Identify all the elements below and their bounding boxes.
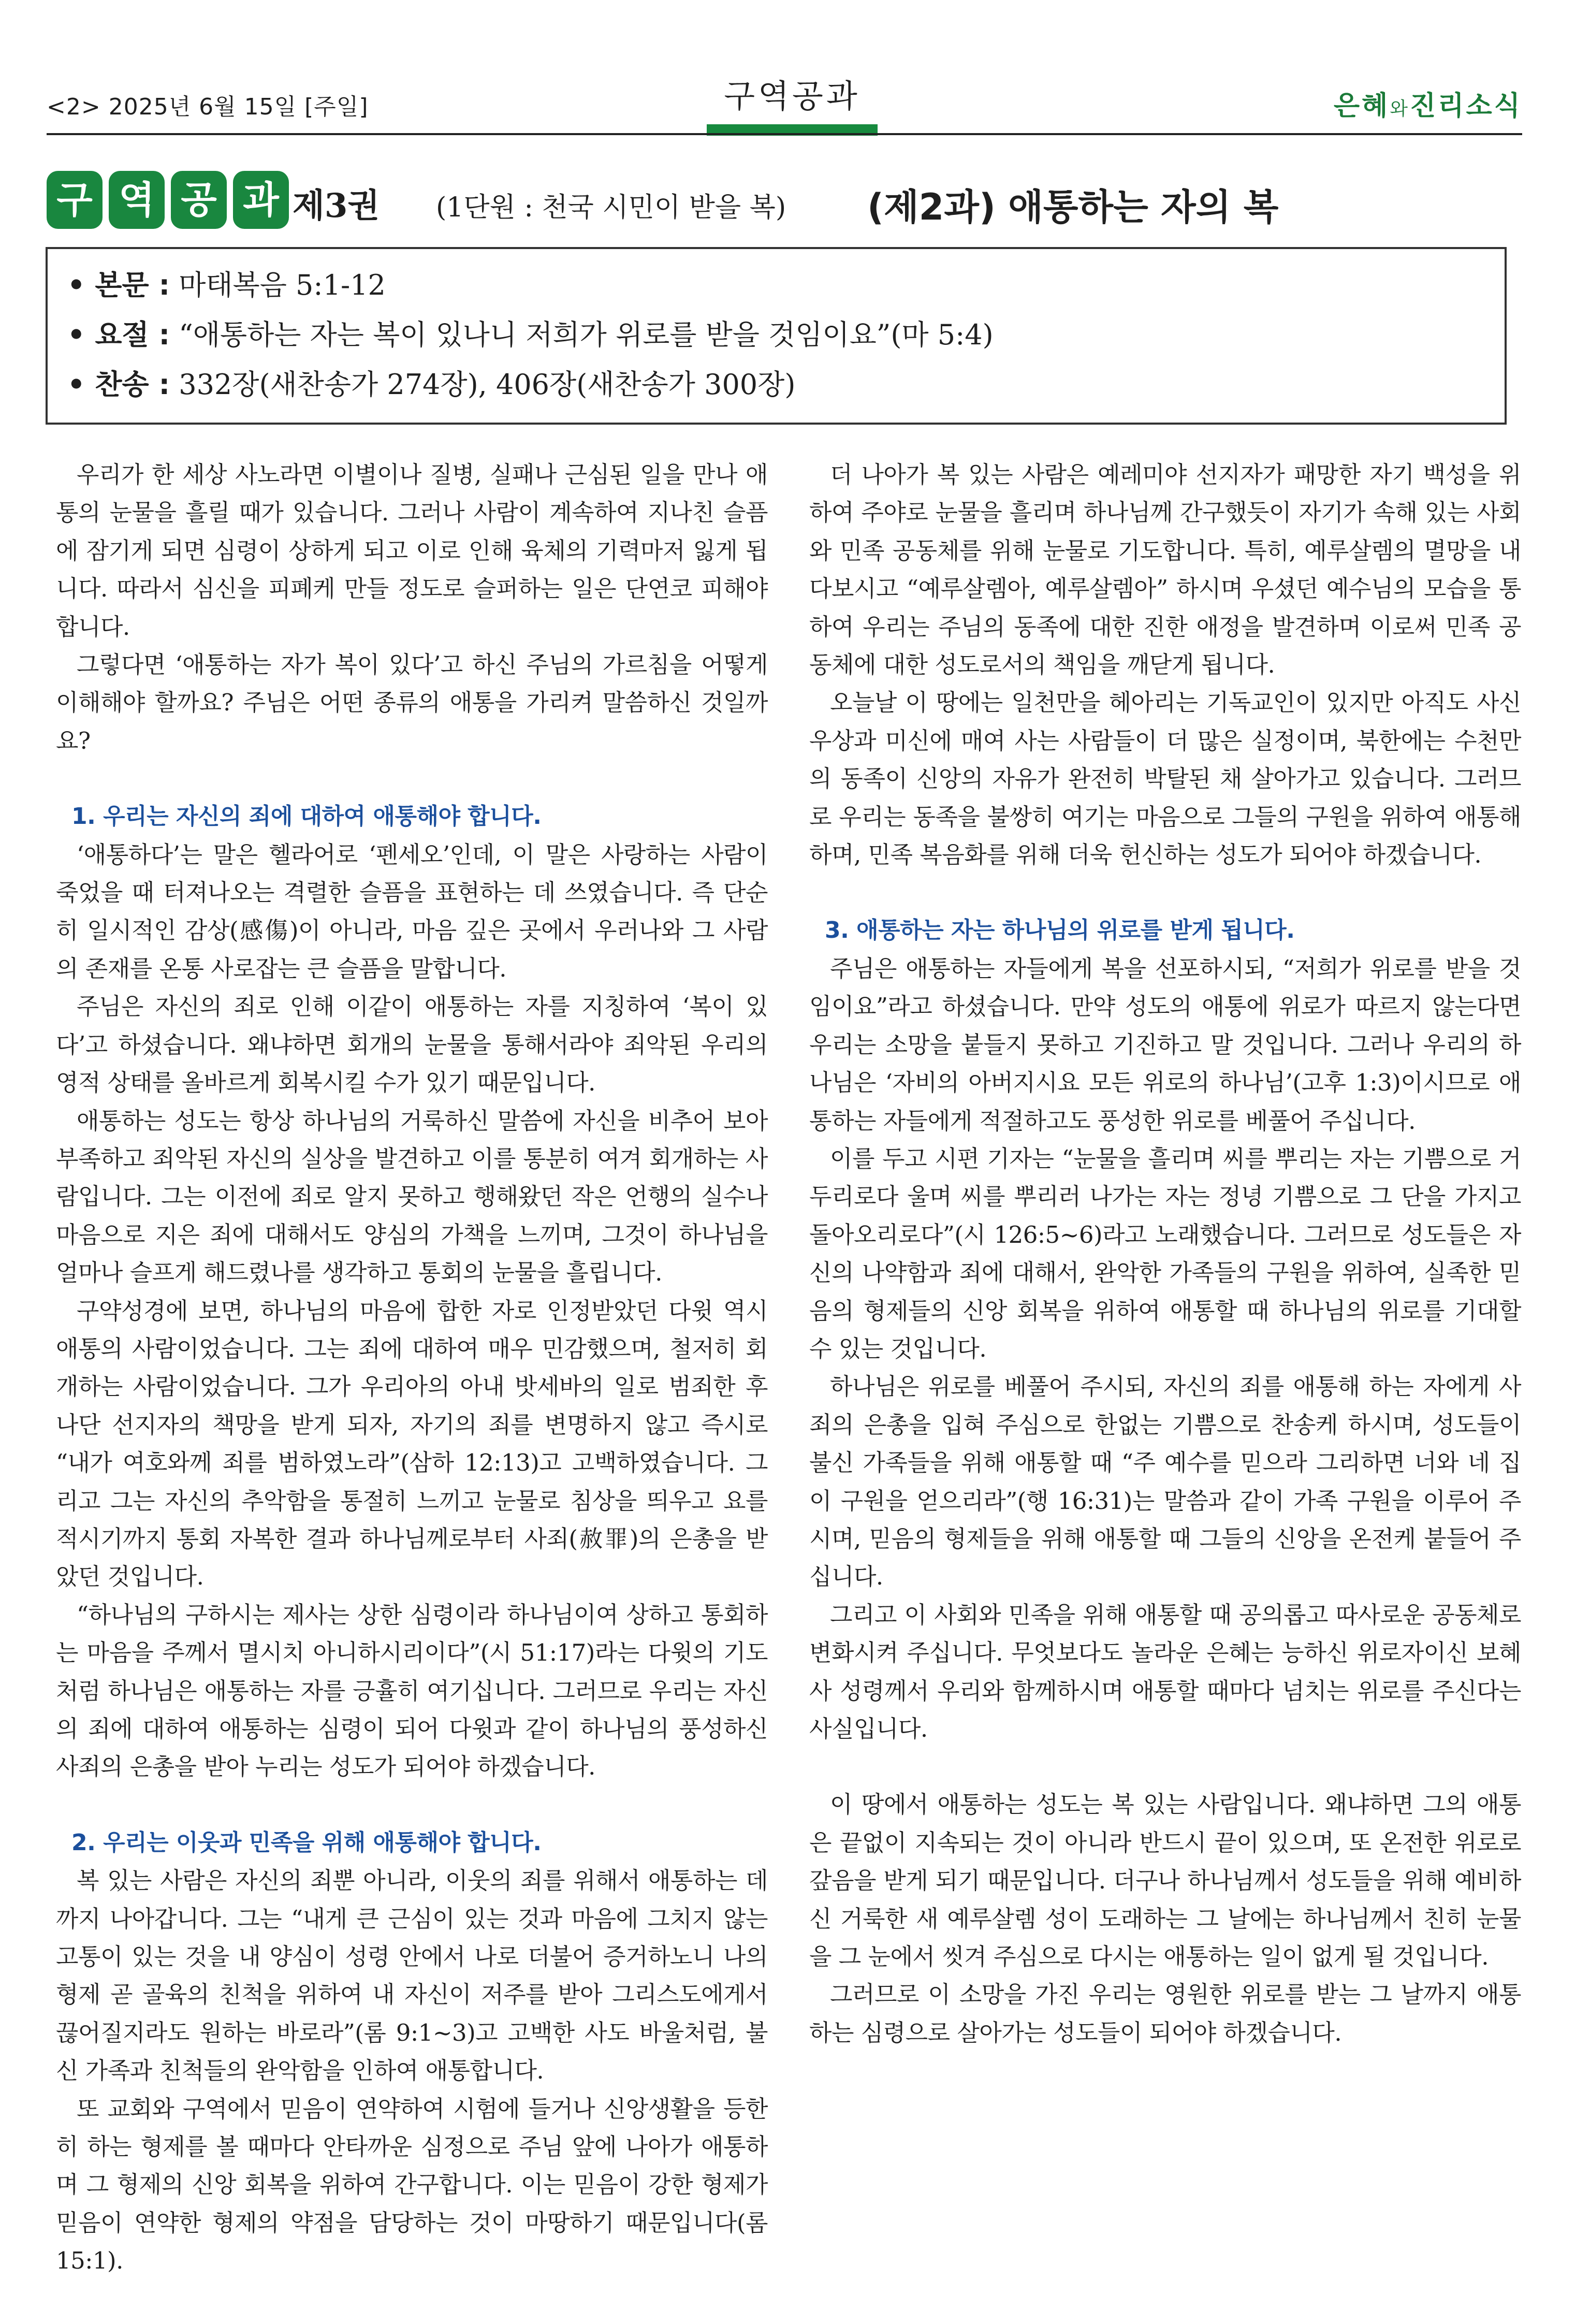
- body-paragraph: 이를 두고 시편 기자는 “눈물을 흘리며 씨를 뿌리는 자는 기쁨으로 거두리로다 울며 씨를 뿌리러 나가는 자는 정녕 기쁨으로 그 단을 가지고 돌아오리로다”(시 126:5~6)라고 노래했습니다. 그러므로 성도들은 자신의 나약함과 죄에 대해서, 완악한 가족들의 구원을 위하여, 실족한 믿음의 형제들의 신앙 회복을 위하여 애통할 때 하나님의 위로를 기대할 수 있는 것입니다.: [809, 1144, 1521, 1362]
- badge-char-3: 공: [171, 171, 227, 229]
- section-heading-2: 2. 우리는 이웃과 민족을 위해 애통해야 합니다.: [71, 1829, 542, 1856]
- body-paragraph: 그리고 이 사회와 민족을 위해 애통할 때 공의롭고 따사로운 공동체로 변화시켜 주십니다. 무엇보다도 놀라운 은혜는 능하신 위로자이신 보혜사 성령께서 우리와 함께하시며 애통할 때마다 넘치는 위로를 주신다는 사실입니다.: [809, 1601, 1521, 1742]
- badge-char-1: 구: [47, 171, 103, 229]
- unit-label: (1단원 : 천국 시민이 받을 복): [436, 192, 786, 223]
- scripture-text-value: 마태복음 5:1-12: [170, 269, 386, 301]
- body-paragraph: ‘애통하다’는 말은 헬라어로 ‘펜세오’인데, 이 말은 사랑하는 사람이 죽었을 때 터져나오는 격렬한 슬픔을 표현하는 데 쓰였습니다. 즉 단순히 일시적인 감상(感傷)이 아니라, 마음 깊은 곳에서 우러나와 그 사람의 존재를 온통 사로잡는 큰 슬픔을 말합니다.: [56, 840, 768, 982]
- body-paragraph: 주님은 애통하는 자들에게 복을 선포하시되, “저희가 위로를 받을 것임이요”라고 하셨습니다. 만약 성도의 애통에 위로가 따르지 않는다면 우리는 소망을 붙들지 못하고 기진하고 말 것입니다. 그러나 우리의 하나님은 ‘자비의 아버지시요 모든 위로의 하나님’(고후 1:3)이시므로 애통하는 자들에게 적절하고도 풍성한 위로를 베풀어 주십니다.: [809, 954, 1521, 1135]
- badge-char-4: 과: [233, 171, 289, 229]
- badge-char-2: 역: [109, 171, 165, 229]
- body-paragraph: 복 있는 사람은 자신의 죄뿐 아니라, 이웃의 죄를 위해서 애통하는 데까지 나아갑니다. 그는 “내게 큰 근심이 있는 것과 마음에 그치지 않는 고통이 있는 것을 내 양심이 성령 안에서 나로 더불어 증거하노니 나의 형제 곧 골육의 친척을 위하여 내 자신이 저주를 받아 그리스도에게서 끊어질지라도 원하는 바로라”(롬 9:1~3)고 고백한 사도 바울처럼, 불신 가족과 친척들의 완악함을 인하여 애통합니다.: [56, 1867, 768, 2085]
- key-verse-label: • 요절 :: [67, 318, 170, 351]
- body-paragraph: 주님은 자신의 죄로 인해 이같이 애통하는 자를 지칭하여 ‘복이 있다’고 하셨습니다. 왜냐하면 회개의 눈물을 통해서라야 죄악된 우리의 영적 상태를 올바르게 회복시킬 수가 있기 때문입니다.: [56, 993, 768, 1097]
- conclusion-paragraph: 그러므로 이 소망을 가진 우리는 영원한 위로를 받는 그 날까지 애통하는 심령으로 살아가는 성도들이 되어야 하겠습니다.: [809, 1981, 1521, 2046]
- page-header: [47, 78, 1522, 135]
- body-paragraph: 구약성경에 보면, 하나님의 마음에 합한 자로 인정받았던 다윗 역시 애통의 사람이었습니다. 그는 죄에 대하여 매우 민감했으며, 철저히 회개하는 사람이었습니다. 그가 우리아의 아내 밧세바의 일로 범죄한 후 나단 선지자의 책망을 받게 되자, 자기의 죄를 변명하지 않고 즉시로 “내가 여호와께 죄를 범하였노라”(삼하 12:13)고 고백하였습니다. 그리고 그는 자신의 추악함을 통절히 느끼고 눈물로 침상을 띄우고 요를 적시기까지 통회 자복한 결과 하나님께로부터 사죄(赦罪)의 은총을 받았던 것입니다.: [56, 1297, 768, 1591]
- lesson-title: (제2과) 애통하는 자의 복: [867, 186, 1279, 228]
- hymn-label: • 찬송 :: [67, 368, 170, 401]
- lesson-title-row: [47, 171, 1522, 233]
- body-paragraph: 또 교회와 구역에서 믿음이 연약하여 시험에 들거나 신앙생활을 등한히 하는 형제를 볼 때마다 안타까운 심정으로 주님 앞에 나아가 애통하며 그 형제의 신앙 회복을 위하여 간구합니다. 이는 믿음이 강한 형제가 믿음이 연약한 형제의 약점을 담당하는 것이 마땅하기 때문입니다(롬 15:1).: [56, 2095, 768, 2275]
- publication-name-part1: 은혜: [1333, 91, 1390, 122]
- section-badge: [47, 171, 289, 229]
- body-paragraph: 애통하는 성도는 항상 하나님의 거룩하신 말씀에 자신을 비추어 보아 부족하고 죄악된 자신의 실상을 발견하고 이를 통분히 여겨 회개하는 사람입니다. 그는 이전에 죄로 알지 못하고 행해왔던 작은 언행의 실수나 마음으로 지은 죄에 대해서도 양심의 가책을 느끼며, 그것이 하나님을 얼마나 슬프게 해드렸나를 생각하고 통회의 눈물을 흘립니다.: [56, 1107, 768, 1287]
- page-number-date: <2> 2025년 6월 15일 [주일]: [47, 94, 369, 120]
- header-divider: [47, 133, 1522, 135]
- publication-name: [1334, 84, 1522, 123]
- intro-paragraph: 그렇다면 ‘애통하는 자가 복이 있다’고 하신 주님의 가르침을 어떻게 이해해야 할까요? 주님은 어떤 종류의 애통을 가리켜 말씀하신 것일까요?: [56, 651, 768, 754]
- section-title: 구역공과: [724, 77, 860, 115]
- publication-name-connector: 와: [1390, 98, 1410, 120]
- hymn-line: [67, 360, 1505, 410]
- conclusion-paragraph: 이 땅에서 애통하는 성도는 복 있는 사람입니다. 왜냐하면 그의 애통은 끝없이 지속되는 것이 아니라 반드시 끝이 있으며, 또 온전한 위로로 갚음을 받게 되기 때문입니다. 더구나 하나님께서 성도들을 위해 예비하신 거룩한 새 예루살렘 성이 도래하는 그 날에는 하나님께서 친히 눈물을 그 눈에서 씻겨 주심으로 다시는 애통하는 일이 없게 될 것입니다.: [809, 1791, 1521, 1971]
- body-paragraph: 더 나아가 복 있는 사람은 예레미야 선지자가 패망한 자기 백성을 위하여 주야로 눈물을 흘리며 하나님께 간구했듯이 자기가 속해 있는 사회와 민족 공동체를 위해 눈물로 기도합니다. 특히, 예루살렘의 멸망을 내다보시고 “예루살렘아, 예루살렘아” 하시며 우셨던 예수님의 모습을 통하여 우리는 주님의 동족에 대한 진한 애정을 발견하며 이로써 민족 공동체에 대한 성도로서의 책임을 깨닫게 됩니다.: [809, 461, 1521, 679]
- body-column-right: [809, 456, 1521, 2052]
- publication-name-part2: 진리소식: [1410, 91, 1522, 122]
- hymn-value: 332장(새찬송가 274장), 406장(새찬송가 300장): [170, 368, 796, 401]
- body-paragraph: “하나님의 구하시는 제사는 상한 심령이라 하나님이여 상하고 통회하는 마음을 주께서 멸시치 아니하시리이다”(시 51:17)라는 다윗의 기도처럼 하나님은 애통하는 자를 긍휼히 여기십니다. 그러므로 우리는 자신의 죄에 대하여 애통하는 심령이 되어 다윗과 같이 하나님의 풍성하신 사죄의 은총을 받아 누리는 성도가 되어야 하겠습니다.: [56, 1601, 768, 1781]
- section-heading-1: 1. 우리는 자신의 죄에 대하여 애통해야 합니다.: [71, 803, 542, 830]
- intro-paragraph: 우리가 한 세상 사노라면 이별이나 질병, 실패나 근심된 일을 만나 애통의 눈물을 흘릴 때가 있습니다. 그러나 사람이 계속하여 지나친 슬픔에 잠기게 되면 심령이 상하게 되고 이로 인해 육체의 기력마저 잃게 됩니다. 따라서 심신을 피폐케 만들 정도로 슬퍼하는 일은 단연코 피해야 합니다.: [56, 461, 768, 641]
- volume-label: 제3권: [293, 186, 380, 225]
- key-verse-value: “애통하는 자는 복이 있나니 저희가 위로를 받을 것임이요”(마 5:4): [170, 318, 994, 351]
- scripture-text-line: [67, 260, 1505, 310]
- scripture-text-label: • 본문 :: [67, 269, 170, 301]
- body-paragraph: 오늘날 이 땅에는 일천만을 헤아리는 기독교인이 있지만 아직도 사신 우상과 미신에 매여 사는 사람들이 더 많은 실정이며, 북한에는 수천만의 동족이 신앙의 자유가 완전히 박탈된 채 살아가고 있습니다. 그러므로 우리는 동족을 불쌍히 여기는 마음으로 그들의 구원을 위하여 애통해 하며, 민족 복음화를 위해 더욱 헌신하는 성도가 되어야 하겠습니다.: [809, 689, 1521, 869]
- section-heading-3: 3. 애통하는 자는 하나님의 위로를 받게 됩니다.: [825, 917, 1295, 944]
- body-paragraph: 하나님은 위로를 베풀어 주시되, 자신의 죄를 애통해 하는 자에게 사죄의 은총을 입혀 주심으로 한없는 기쁨으로 찬송케 하시며, 성도들이 불신 가족들을 위해 애통할 때 “주 예수를 믿으라 그리하면 너와 네 집이 구원을 얻으리라”(행 16:31)는 말씀과 같이 가족 구원을 이루어 주시며, 믿음의 형제들을 위해 애통할 때 그들의 신앙을 온전케 붙들어 주십니다.: [809, 1373, 1521, 1591]
- scripture-info-box: [46, 247, 1507, 425]
- key-verse-line: [67, 310, 1505, 360]
- body-column-left: [56, 456, 768, 2280]
